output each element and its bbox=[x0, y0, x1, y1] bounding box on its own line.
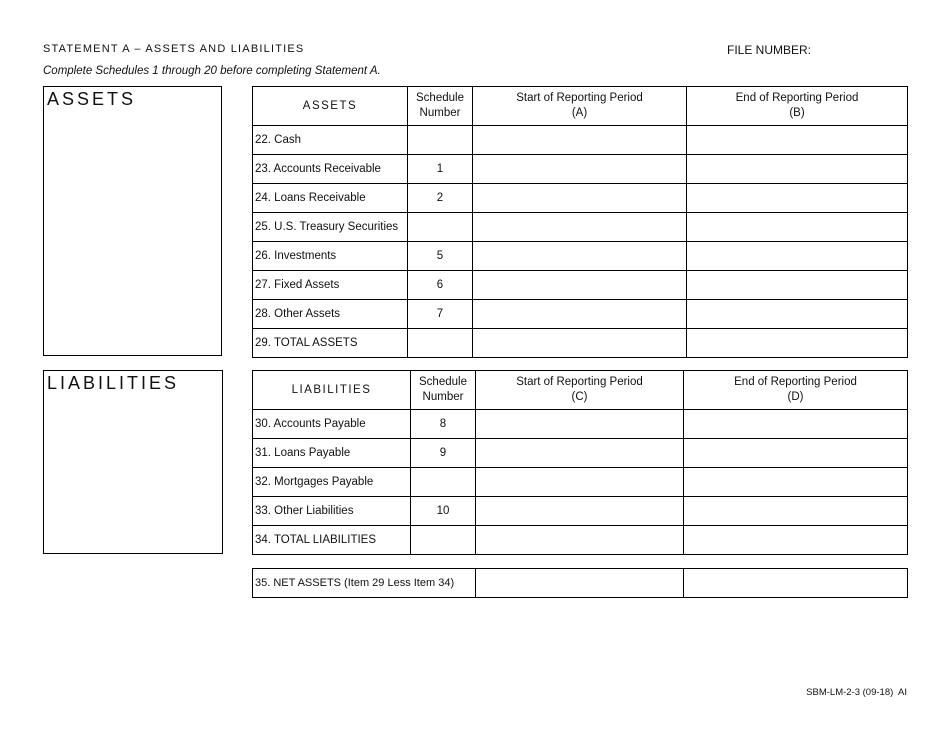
assets-side-box bbox=[43, 86, 222, 356]
row-schedule: 6 bbox=[408, 271, 473, 300]
liabilities-col-start-line2: (C) bbox=[571, 391, 588, 403]
liabilities-col-schedule-line2: Number bbox=[422, 391, 464, 403]
start-value-field[interactable] bbox=[473, 184, 687, 213]
row-schedule bbox=[408, 329, 473, 358]
assets-col-end bbox=[687, 87, 908, 126]
liabilities-col-end-line2: (D) bbox=[787, 391, 804, 403]
liabilities-col-start bbox=[476, 371, 684, 410]
net-assets-label: 35. NET ASSETS (Item 29 Less Item 34) bbox=[253, 569, 476, 598]
table-row bbox=[253, 410, 908, 439]
end-value-field[interactable] bbox=[684, 468, 908, 497]
row-label: 27. Fixed Assets bbox=[253, 271, 408, 300]
assets-col-start bbox=[473, 87, 687, 126]
table-row bbox=[253, 184, 908, 213]
row-label: 23. Accounts Receivable bbox=[253, 155, 408, 184]
table-row bbox=[253, 468, 908, 497]
end-value-field[interactable] bbox=[687, 271, 908, 300]
row-schedule bbox=[408, 213, 473, 242]
assets-table bbox=[252, 86, 908, 358]
start-value-field[interactable] bbox=[473, 126, 687, 155]
liabilities-table bbox=[252, 370, 908, 555]
assets-col-schedule bbox=[408, 87, 473, 126]
row-schedule: 5 bbox=[408, 242, 473, 271]
start-value-field[interactable] bbox=[473, 242, 687, 271]
liabilities-col-schedule bbox=[411, 371, 476, 410]
row-label: 32. Mortgages Payable bbox=[253, 468, 411, 497]
assets-col-end-line2: (B) bbox=[789, 107, 805, 119]
assets-side-label: ASSETS bbox=[47, 89, 137, 109]
start-value-field[interactable] bbox=[476, 497, 684, 526]
start-value-field[interactable] bbox=[473, 329, 687, 358]
instruction-text: Complete Schedules 1 through 20 before completing Statement A. bbox=[43, 65, 381, 77]
end-value-field[interactable] bbox=[687, 329, 908, 358]
row-schedule bbox=[408, 126, 473, 155]
start-value-field[interactable] bbox=[476, 526, 684, 555]
row-label: 29. TOTAL ASSETS bbox=[253, 329, 408, 358]
table-row bbox=[253, 213, 908, 242]
net-assets-table bbox=[252, 568, 908, 598]
liabilities-col-start-line1: Start of Reporting Period bbox=[516, 376, 643, 388]
table-row bbox=[253, 126, 908, 155]
start-value-field[interactable] bbox=[473, 155, 687, 184]
end-value-field[interactable] bbox=[687, 213, 908, 242]
row-label: 25. U.S. Treasury Securities bbox=[253, 213, 408, 242]
end-value-field[interactable] bbox=[687, 300, 908, 329]
table-row bbox=[253, 439, 908, 468]
row-label: 28. Other Assets bbox=[253, 300, 408, 329]
row-schedule bbox=[411, 526, 476, 555]
row-schedule: 8 bbox=[411, 410, 476, 439]
assets-col-schedule-line1: Schedule bbox=[416, 92, 464, 104]
end-value-field[interactable] bbox=[687, 184, 908, 213]
assets-col-item bbox=[253, 87, 408, 126]
assets-header-row bbox=[253, 87, 908, 126]
liabilities-col-end bbox=[684, 371, 908, 410]
end-value-field[interactable] bbox=[684, 497, 908, 526]
table-row bbox=[253, 271, 908, 300]
liabilities-col-item-label: LIABILITIES bbox=[291, 383, 372, 396]
start-value-field[interactable] bbox=[476, 410, 684, 439]
end-value-field[interactable] bbox=[684, 410, 908, 439]
end-value-field[interactable] bbox=[687, 155, 908, 184]
row-label: 24. Loans Receivable bbox=[253, 184, 408, 213]
row-label: 30. Accounts Payable bbox=[253, 410, 411, 439]
assets-col-end-line1: End of Reporting Period bbox=[735, 92, 859, 104]
start-value-field[interactable] bbox=[476, 439, 684, 468]
row-label: 31. Loans Payable bbox=[253, 439, 411, 468]
liabilities-side-label: LIABILITIES bbox=[47, 373, 180, 393]
form-id: SBM-LM-2-3 (09-18) AI bbox=[806, 687, 907, 698]
row-label: 33. Other Liabilities bbox=[253, 497, 411, 526]
start-value-field[interactable] bbox=[473, 213, 687, 242]
row-label: 34. TOTAL LIABILITIES bbox=[253, 526, 411, 555]
table-row bbox=[253, 329, 908, 358]
row-schedule: 9 bbox=[411, 439, 476, 468]
end-value-field[interactable] bbox=[684, 439, 908, 468]
assets-col-item-label: ASSETS bbox=[302, 99, 358, 112]
assets-col-schedule-line2: Number bbox=[419, 107, 461, 119]
liabilities-col-schedule-line1: Schedule bbox=[419, 376, 467, 388]
net-assets-end-field[interactable] bbox=[684, 569, 908, 598]
assets-col-start-line1: Start of Reporting Period bbox=[516, 92, 643, 104]
row-schedule bbox=[411, 468, 476, 497]
table-row bbox=[253, 526, 908, 555]
table-row bbox=[253, 497, 908, 526]
file-number-label: FILE NUMBER: bbox=[727, 43, 812, 57]
table-row bbox=[253, 300, 908, 329]
start-value-field[interactable] bbox=[473, 300, 687, 329]
net-assets-row bbox=[253, 569, 908, 598]
row-label: 22. Cash bbox=[253, 126, 408, 155]
liabilities-col-item bbox=[253, 371, 411, 410]
row-schedule: 2 bbox=[408, 184, 473, 213]
net-assets-start-field[interactable] bbox=[476, 569, 684, 598]
end-value-field[interactable] bbox=[687, 242, 908, 271]
row-schedule: 10 bbox=[411, 497, 476, 526]
liabilities-header-row bbox=[253, 371, 908, 410]
liabilities-side-box bbox=[43, 370, 223, 554]
table-row bbox=[253, 242, 908, 271]
start-value-field[interactable] bbox=[476, 468, 684, 497]
assets-col-start-line2: (A) bbox=[571, 107, 588, 119]
start-value-field[interactable] bbox=[473, 271, 687, 300]
liabilities-col-end-line1: End of Reporting Period bbox=[734, 376, 857, 388]
end-value-field[interactable] bbox=[684, 526, 908, 555]
end-value-field[interactable] bbox=[687, 126, 908, 155]
row-label: 26. Investments bbox=[253, 242, 408, 271]
row-schedule: 7 bbox=[408, 300, 473, 329]
row-schedule: 1 bbox=[408, 155, 473, 184]
table-row bbox=[253, 155, 908, 184]
statement-title: STATEMENT A – ASSETS AND LIABILITIES bbox=[43, 43, 305, 55]
